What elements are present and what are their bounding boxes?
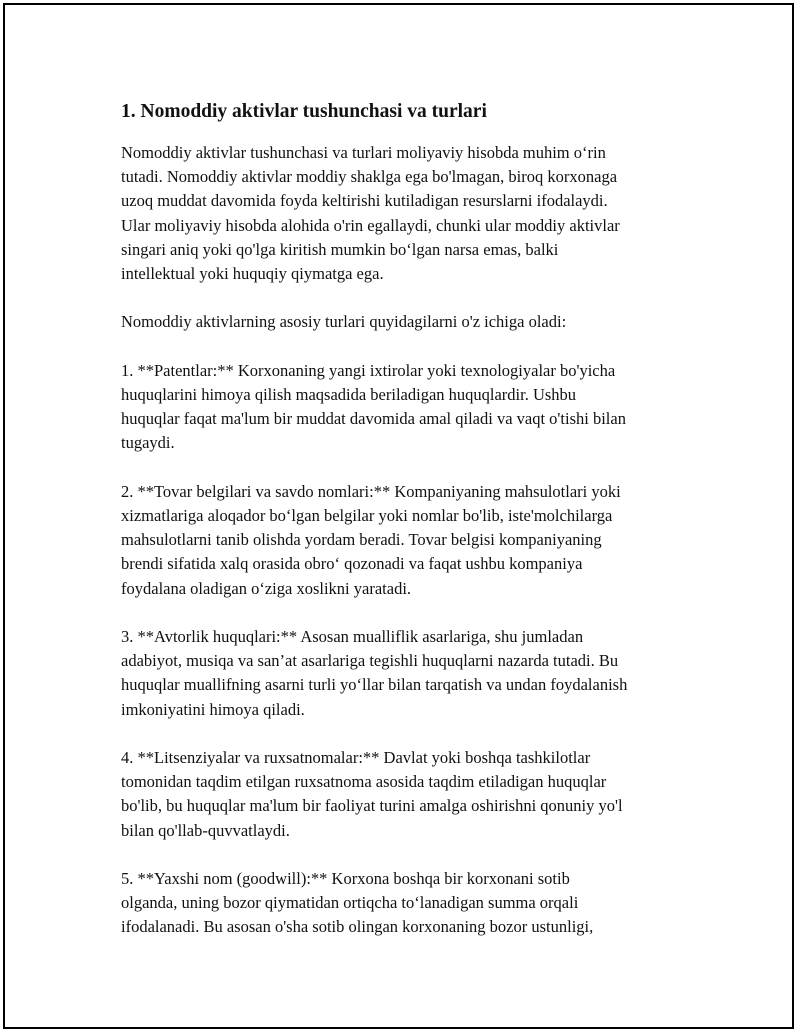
text-line: huquqlar faqat ma'lum bir muddat davomida amal qiladi va vaqt o'tishi bilan xyxy=(121,409,626,429)
text-line: brendi sifatida xalq orasida obro‘ qozonadi va faqat ushbu kompaniya xyxy=(121,554,583,574)
paragraph xyxy=(121,141,721,286)
paragraph xyxy=(121,867,721,940)
text-line: 5. **Yaxshi nom (goodwill):** Korxona boshqa bir korxonani sotib xyxy=(121,869,570,888)
text-line: huquqlarini himoya qilish maqsadida beriladigan huquqlardir. Ushbu xyxy=(121,385,577,404)
text-line: imkoniyatini himoya qiladi. xyxy=(121,699,305,719)
text-line: Nomoddiy aktivlar tushunchasi va turlari moliyaviy hisobda muhim o‘rin xyxy=(121,143,606,162)
paragraph xyxy=(121,310,721,334)
paragraph xyxy=(121,746,721,843)
text-line: intellektual yoki huquqiy qiymatga ega. xyxy=(121,264,384,284)
paragraph xyxy=(121,359,721,456)
text-line: Nomoddiy aktivlarning asosiy turlari quyidagilarni o'z ichiga oladi: xyxy=(121,312,567,332)
paragraph xyxy=(121,625,721,722)
text-line: uzoq muddat davomida foyda keltirishi kutiladigan resurslarni ifodalaydi. xyxy=(121,191,608,211)
paragraph xyxy=(121,480,721,601)
text-line: tutadi. Nomoddiy aktivlar moddiy shaklga ega bo'lmagan, biroq korxonaga xyxy=(121,167,618,187)
text-line: foydalana oladigan o‘ziga xoslikni yaratadi. xyxy=(121,578,412,598)
text-line: mahsulotlarni tanib olishda yordam beradi. Tovar belgisi kompaniyaning xyxy=(121,530,602,550)
text-line: olganda, uning bozor qiymatidan ortiqcha to‘lanadigan summa orqali xyxy=(121,893,579,913)
text-line: ifodalanadi. Bu asosan o'sha sotib olingan korxonaning bozor ustunligi, xyxy=(121,917,594,937)
text-line: 1. **Patentlar:** Korxonaning yangi ixtirolar yoki texnologiyalar bo'yicha xyxy=(121,360,616,380)
document-page xyxy=(3,3,794,1029)
text-line: bilan qo'llab-quvvatlaydi. xyxy=(121,820,290,840)
text-line: 3. **Avtorlik huquqlari:** Asosan mualliflik asarlariga, shu jumladan xyxy=(121,627,584,646)
section-title: 1. Nomoddiy aktivlar tushunchasi va turlari xyxy=(121,101,487,122)
text-line: Ular moliyaviy hisobda alohida o'rin egallaydi, chunki ular moddiy aktivlar xyxy=(121,215,620,235)
paragraph-list xyxy=(121,141,721,940)
text-line: tomonidan taqdim etilgan ruxsatnoma asosida taqdim etiladigan huquqlar xyxy=(121,772,607,792)
text-line: bo'lib, bu huquqlar ma'lum bir faoliyat turini amalga oshirishni qonuniy yo'l xyxy=(121,796,623,816)
text-line: huquqlar muallifning asarni turli yo‘llar bilan tarqatish va undan foydalanish xyxy=(121,675,628,695)
text-line: adabiyot, musiqa va san’at asarlariga tegishli huquqlarni nazarda tutadi. Bu xyxy=(121,651,619,671)
text-line: singari aniq yoki qo'lga kiritish mumkin bo‘lgan narsa emas, balki xyxy=(121,239,559,259)
text-line: tugaydi. xyxy=(121,433,175,453)
text-line: xizmatlariga aloqador bo‘lgan belgilar yoki nomlar bo'lib, iste'molchilarga xyxy=(121,506,613,525)
document-content xyxy=(121,97,721,964)
text-line: 2. **Tovar belgilari va savdo nomlari:** Kompaniyaning mahsulotlari yoki xyxy=(121,481,621,501)
text-line: 4. **Litsenziyalar va ruxsatnomalar:** Davlat yoki boshqa tashkilotlar xyxy=(121,748,591,767)
